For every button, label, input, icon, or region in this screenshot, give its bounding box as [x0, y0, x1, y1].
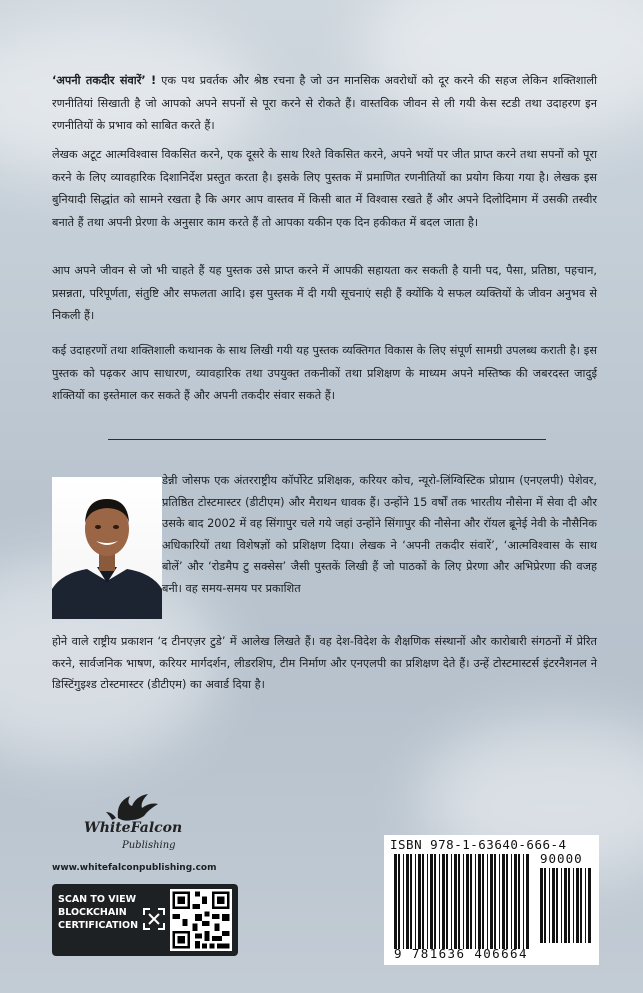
- blurb-paragraph-4: कई उदाहरणों तथा शक्तिशाली कथानक के साथ लिखी गयी यह पुस्तक व्यक्तिगत विकास के लिए संपूर्ण सामग्री उपलब्ध कराती है। इस पुस्तक को पढ़कर आप साधारण, व्यावहारिक तथा उपयुक्त तकनीकों तथा प्रशिक्षण के माध्यम अपने मस्तिष्क की जबरदस्त जादुई शक्तियों का इस्तेमाल कर सकते हैं और अपनी तकदीर संवार सकते हैं।: [52, 344, 597, 402]
- blockchain-line-3: CERTIFICATION: [58, 920, 139, 931]
- price-code: 90000: [540, 851, 583, 866]
- blockchain-line-2: BLOCKCHAIN: [58, 907, 127, 918]
- scan-icon: [143, 908, 165, 930]
- book-title: ‘अपनी तकदीर संवारें’ !: [52, 74, 157, 87]
- blurb-paragraph-1-text: एक पथ प्रवर्तक और श्रेष्ठ रचना है जो उन मानसिक अवरोधों को दूर करने की सहज लेकिन शक्तिशाली रणनीतियां सिखाती है जो आपको अपने सपनों से पूरा करने से रोकते हैं। वास्तविक जीवन से ली गयी केस स्टडी तथा उदाहरण इन रणनीतियों के प्रभाव को साबित करते हैं।: [52, 74, 597, 132]
- barcode-bars: [394, 854, 530, 949]
- barcode-addon-bars: [540, 868, 592, 943]
- publisher-subtitle: Publishing: [122, 840, 176, 851]
- isbn-label: ISBN 978-1-63640-666-4: [390, 837, 567, 852]
- author-bio-part-2: होने वाले राष्ट्रीय प्रकाशन ‘द टीनएज़र टुडे’ में आलेख लिखते हैं। वह देश-विदेश के शैक्षणिक संस्थानों और कारोबारी संगठनों में प्रेरित करने, सार्वजनिक भाषण, करियर मार्गदर्शन, लीडरशिप, टीम निर्माण और एनएलपी का प्रशिक्षण देते हैं। उन्हें टोस्टमास्टर्स इंटरनैशनल ने डिस्टिंगुइश्ड टोस्टमास्टर (डीटीएम) का अवार्ड दिया है।: [52, 635, 597, 692]
- blurb-paragraph-1: [52, 70, 597, 138]
- section-divider: [108, 439, 546, 440]
- blockchain-text: [58, 893, 138, 932]
- author-photo: [52, 477, 162, 619]
- author-bio-top: [162, 470, 597, 600]
- blurb-paragraph-2: लेखक अटूट आत्मविश्वास विकसित करने, एक दूसरे के साथ रिश्ते विकसित करने, अपने भयों पर जीत प्राप्त करने तथा सपनों को पूरा करने के लिए व्यावहारिक दिशानिर्देश प्रस्तुत करता है। इसके लिए पुस्तक में प्रमाणित रणनीतियों का प्रयोग किया गया है। लेखक इस बुनियादी सिद्धांत को सामने रखता है कि अगर आप वास्तव में किसी बात में विश्वास रखते हैं और अपने दिलोदिमाग में उसकी तस्वीर बनाते हैं तथा अपनी प्रेरणा के अनुसार काम करते हैं तो आपका यकीन एक दिन हकीकत में बदल जाता है।: [52, 148, 597, 229]
- publisher-name: WhiteFalcon: [84, 820, 183, 836]
- isbn-barcode: [384, 835, 599, 965]
- blurb-paragraph-3: आप अपने जीवन से जो भी चाहते हैं यह पुस्तक उसे प्राप्त करने में आपकी सहायता कर सकती है यानी पद, पैसा, प्रतिष्ठा, पहचान, प्रसन्नता, परिपूर्णता, संतुष्टि और सफलता आदि। इस पुस्तक में दी गयी सूचनाएं सही हैं क्योंकि ये सफल व्यक्तियों के जीवन अनुभव से निकली हैं।: [52, 264, 597, 322]
- blockchain-qr-panel: [52, 884, 238, 956]
- publisher-website: www.whitefalconpublishing.com: [52, 863, 217, 873]
- barcode-digits: 9 781636 406664: [394, 946, 528, 961]
- blockchain-line-1: SCAN TO VIEW: [58, 894, 137, 905]
- author-bio-part-1: डेन्नी जोसफ एक अंतरराष्ट्रीय कॉर्पोरेट प्रशिक्षक, करियर कोच, न्यूरो-लिंग्विस्टिक प्रोग्राम (एनएलपी) पेशेवर, प्रतिष्ठित टोस्टमास्टर (डीटीएम) और मैराथन धावक हैं। उन्होंने 15 वर्षों तक भारतीय नौसेना में सेवा दी और उसके बाद 2002 में वह सिंगापुर चले गये जहां उन्होंने सिंगापुर की नौसेना और रॉयल ब्रूनेई नेवी के नौसैनिक अधिकारियों तथा विशेषज्ञों को प्रशिक्षण दिया। लेखक ने ‘अपनी तकदीर संवारें’, ‘आत्मविश्वास के साथ बोलें’ और ‘रोडमैप टु सक्सेस’ जैसी पुस्तकें लिखी हैं जो पाठकों के लिए प्रेरणा और अभिप्रेरणा की वजह बनी। वह समय-समय पर प्रकाशित: [162, 474, 597, 595]
- qr-code: [170, 889, 232, 951]
